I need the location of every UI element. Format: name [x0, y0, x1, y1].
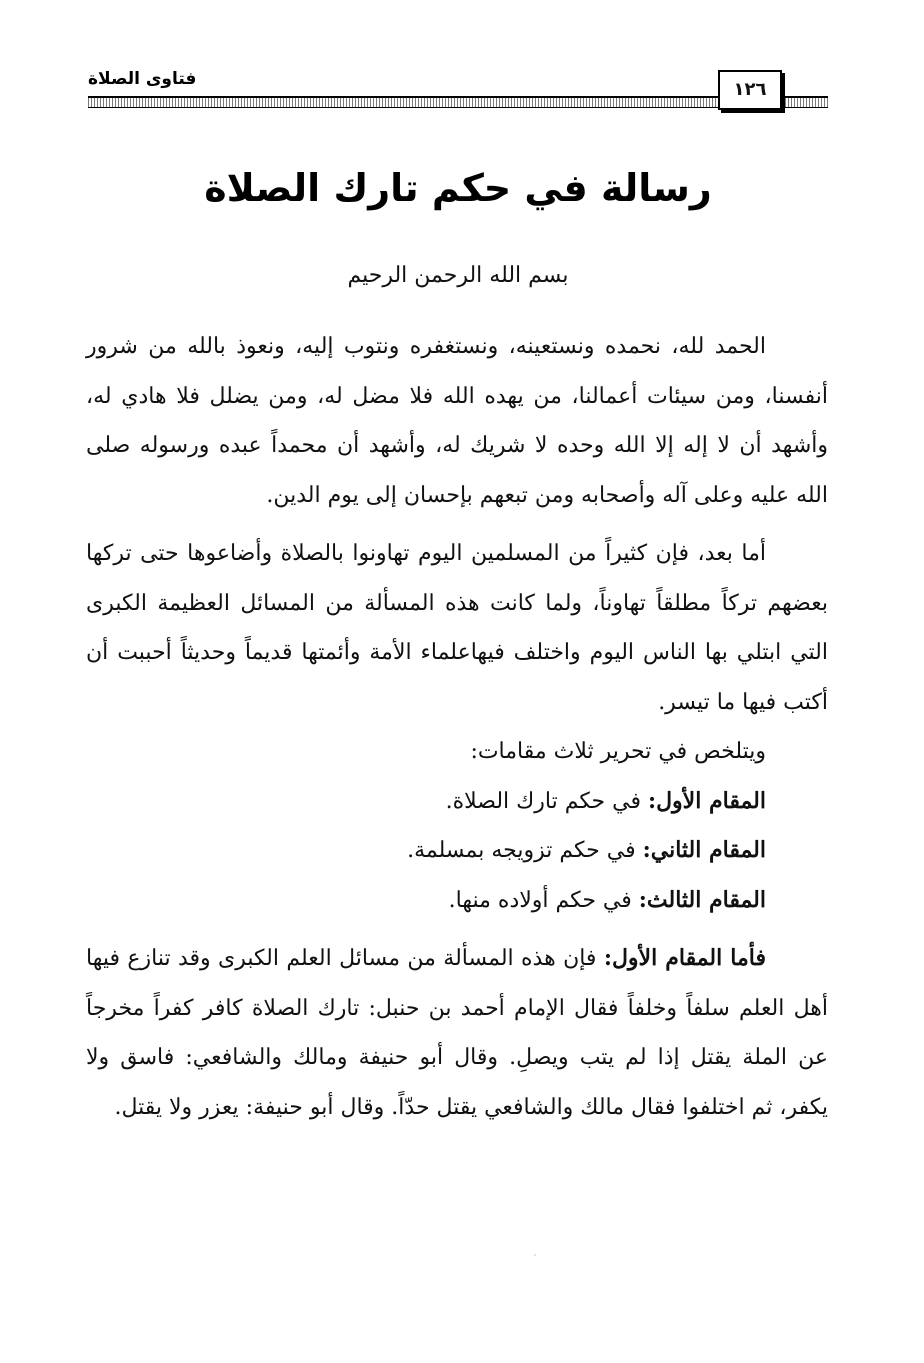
body-text — [86, 322, 828, 1132]
maqam-3-text: في حكم أولاده منها. — [448, 887, 639, 913]
running-header — [88, 66, 828, 116]
maqam-item-3 — [86, 876, 828, 926]
maqam-item-1 — [86, 777, 828, 827]
book-title: فتاوى الصلاة — [88, 69, 197, 89]
basmala: بسم الله الرحمن الرحيم — [347, 263, 569, 288]
paper-speck — [534, 1254, 536, 1256]
page-number: ١٢٦ — [718, 70, 782, 110]
maqam-1-text: في حكم تارك الصلاة. — [445, 788, 648, 814]
maqam-1-label: المقام الأول: — [647, 787, 766, 814]
header-rule — [88, 96, 718, 108]
header-rule-end — [785, 96, 828, 108]
maqam-2-label: المقام الثاني: — [642, 837, 766, 863]
paragraph-introduction: أما بعد، فإن كثيراً من المسلمين اليوم تهاونوا بالصلاة وأضاعوها حتى تركها بعضهم تركاً مطلقاً تهاوناً، ولما كانت هذه المسألة من المسائل العظيمة الكبرى التي ابتلي بها الناس اليوم واختلف فيهاعلماء الأمة وأئمتها قديماً وحديثاً أحببت أن أكتب فيها ما تيسر. — [86, 541, 828, 715]
first-maqam-label: فأما المقام الأول: — [603, 945, 766, 971]
maqam-item-2 — [86, 826, 828, 876]
paragraph-first-maqam — [86, 934, 828, 1132]
maqamat-intro: ويتلخص في تحرير ثلاث مقامات: — [470, 739, 766, 764]
paragraph-praise: الحمد لله، نحمده ونستعينه، ونستغفره ونتوب إليه، ونعوذ بالله من شرور أنفسنا، ومن سيئات أعمالنا، من يهده الله فلا مضل له، ومن يضلل فلا هادي له، وأشهد أن لا إله إلا الله وحده لا شريك له، وأشهد أن محمداً عبده ورسوله صلى الله عليه وعلى آله وأصحابه ومن تبعهم بإحسان إلى يوم الدين. — [86, 334, 828, 508]
chapter-title: رسالة في حكم تارك الصلاة — [204, 166, 712, 210]
first-maqam-text: فإن هذه المسألة من مسائل العلم الكبرى وقد تنازع فيها أهل العلم سلفاً وخلفاً فقال الإمام أحمد بن حنبل: تارك الصلاة كافر كفراً مخرجاً عن الملة يقتل إذا لم يتب ويصلِ. وقال أبو حنيفة ومالك والشافعي: فاسق ولا يكفر، ثم اختلفوا فقال مالك والشافعي يقتل حدّاً. وقال أبو حنيفة: يعزر ولا يقتل. — [86, 946, 828, 1120]
maqam-2-text: في حكم تزويجه بمسلمة. — [407, 838, 643, 863]
maqam-3-label: المقام الثالث: — [638, 886, 766, 913]
